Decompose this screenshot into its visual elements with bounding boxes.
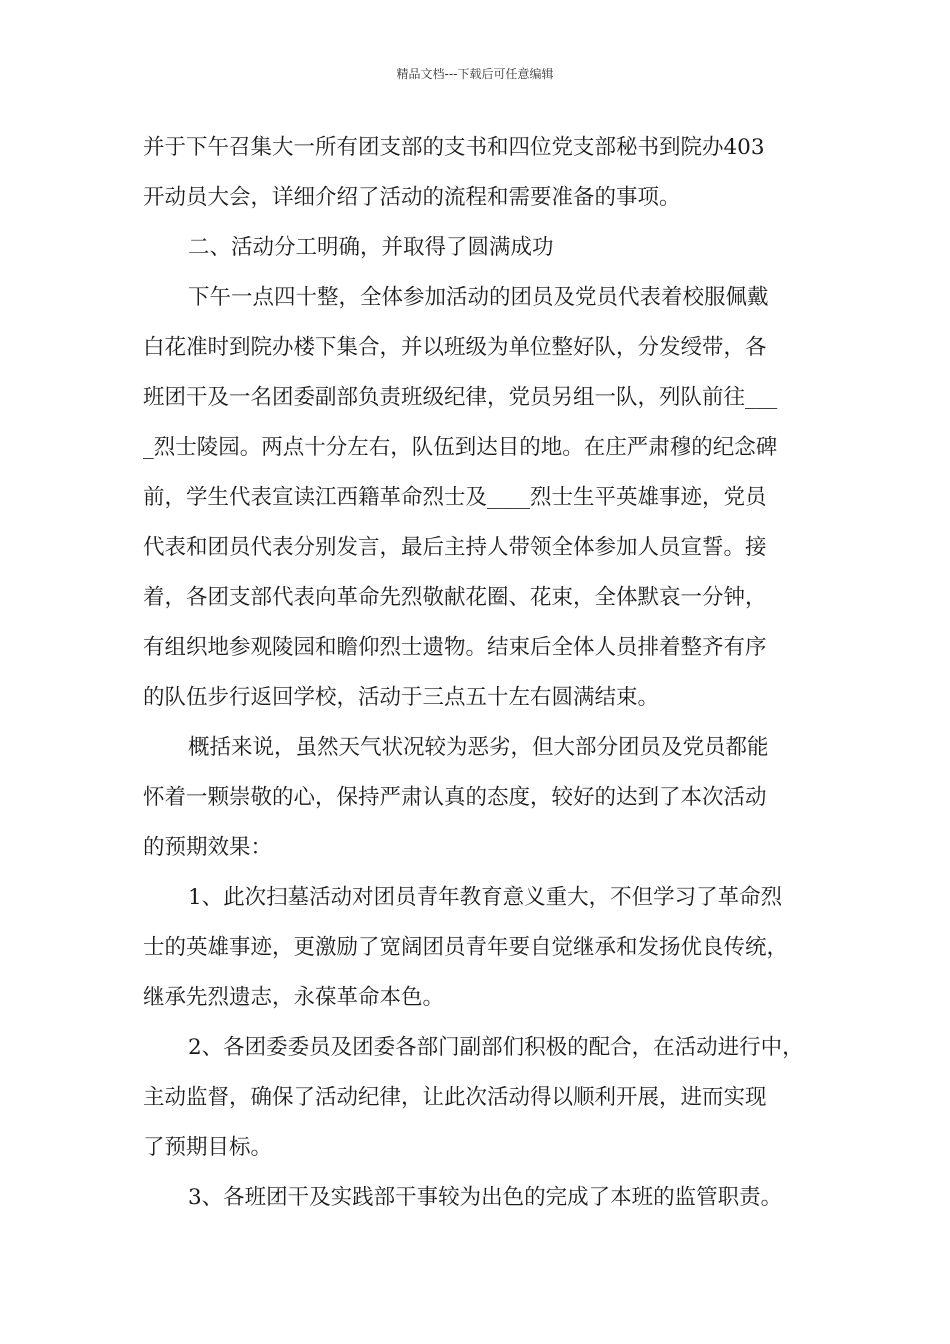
text-line: 继承先烈遗志，永葆革命本色。: [143, 985, 445, 1010]
text-line: 白花准时到院办楼下集合，并以班级为单位整好队，分发绶带，各: [143, 335, 767, 360]
text-line: 概括来说，虽然天气状况较为恶劣，但大部分团员及党员都能: [188, 735, 769, 760]
section-heading: 二、活动分工明确，并取得了圆满成功: [188, 235, 554, 260]
text-line: 有组织地参观陵园和瞻仰烈士遗物。结束后全体人员排着整齐有序: [143, 635, 767, 660]
text-line: 代表和团员代表分别发言，最后主持人带领全体参加人员宣誓。接: [143, 535, 767, 560]
text-line: 的队伍步行返回学校，活动于三点五十左右圆满结束。: [143, 685, 660, 710]
text-line: 着，各团支部代表向革命先烈敬献花圈、花束，全体默哀一分钟，: [143, 585, 767, 610]
text-line: 士的英雄事迹，更激励了宽阔团员青年要自觉继承和发扬优良传统，: [143, 935, 789, 960]
text-line: 开动员大会，详细介绍了活动的流程和需要准备的事项。: [143, 185, 681, 210]
text-line: 下午一点四十整，全体参加活动的团员及党员代表着校服佩戴: [188, 285, 769, 310]
text-line: 并于下午召集大一所有团支部的支书和四位党支部秘书到院办403: [143, 135, 765, 160]
text-line: 主动监督，确保了活动纪律，让此次活动得以顺利开展，进而实现: [143, 1085, 767, 1110]
list-item: 1、此次扫墓活动对团员青年教育意义重大，不但学习了革命烈: [188, 885, 783, 910]
list-item: 2、各团委委员及团委各部门副部们积极的配合，在活动进行中，: [188, 1035, 804, 1060]
page-header: 精品文档---下载后可任意编辑: [396, 67, 554, 81]
text-line: _烈士陵园。两点十分左右，队伍到达目的地。在庄严肃穆的纪念碑: [143, 435, 778, 460]
list-item: 3、各班团干及实践部干事较为出色的完成了本班的监管职责。: [188, 1185, 783, 1210]
text-line: 了预期目标。: [143, 1135, 273, 1160]
text-line: 前，学生代表宣读江西籍革命烈士及____烈士生平英雄事迹，党员: [143, 485, 767, 510]
text-line: 班团干及一名团委副部负责班级纪律，党员另组一队，列队前往___: [143, 385, 778, 410]
text-line: 的预期效果：: [143, 835, 273, 860]
document-body: [143, 130, 823, 1230]
text-line: 怀着一颗崇敬的心，保持严肃认真的态度，较好的达到了本次活动: [143, 785, 767, 810]
